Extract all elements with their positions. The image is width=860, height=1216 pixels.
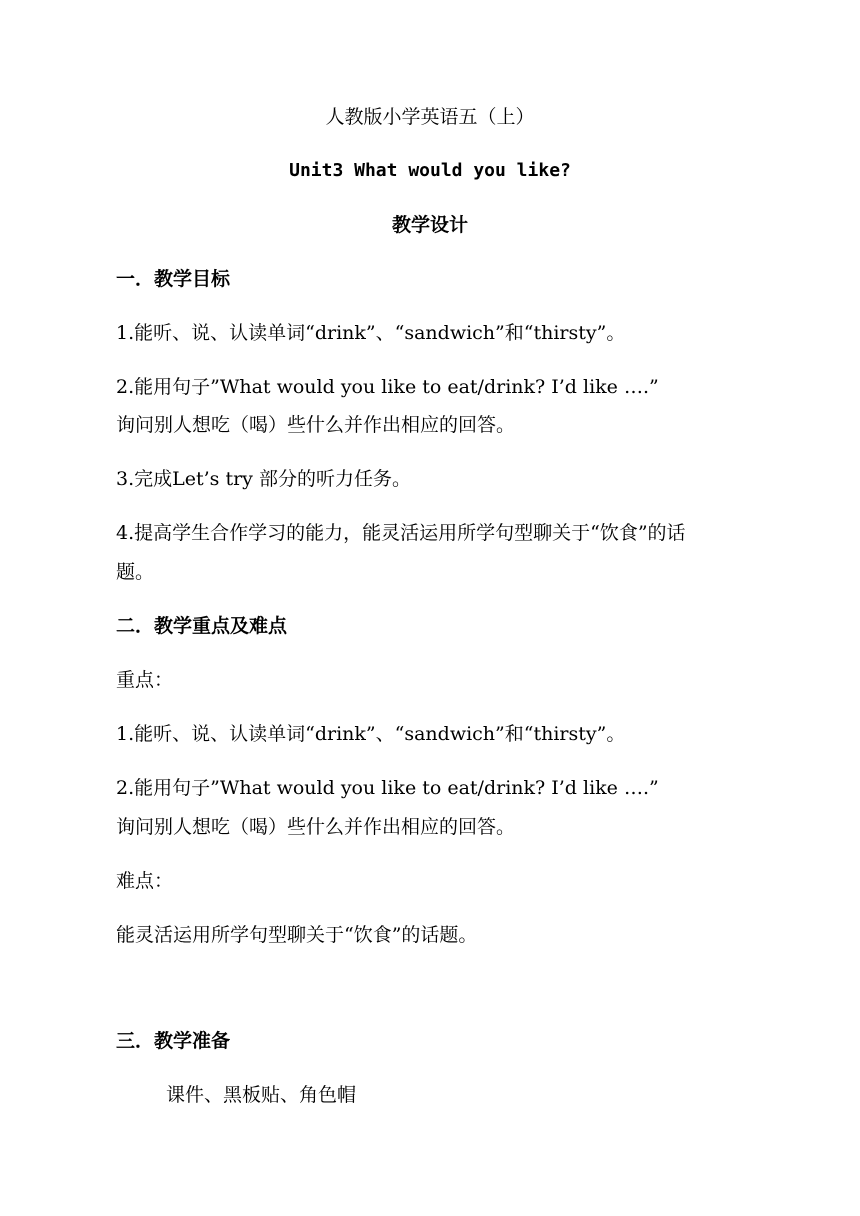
document-type: 教学设计 [391,214,468,236]
objective-item: 1.能听、说、认读单词“drink”、“sandwich”和“thirsty”。 [116,322,626,344]
section-heading-preparation: 三．教学准备 [116,1030,231,1052]
key-point-item: 1.能听、说、认读单词“drink”、“sandwich”和“thirsty”。 [116,723,626,745]
section-heading-objectives: 一．教学目标 [116,268,231,290]
key-point-item-continuation: 询问别人想吃（喝）些什么并作出相应的回答。 [116,816,516,838]
key-point-item: 2.能用句子”What would you like to eat/drink? I’d like ….” [116,777,659,799]
document-title: 人教版小学英语五（上） [325,106,535,128]
objective-item: 3.完成Let’s try 部分的听力任务。 [116,468,411,490]
objective-item-continuation: 题。 [116,561,155,583]
objective-item: 2.能用句子”What would you like to eat/drink? I’d like ….” [116,376,659,398]
difficulty-label: 难点： [116,870,174,892]
objective-item: 4.提高学生合作学习的能力，能灵活运用所学句型聊关于“饮食”的话 [116,522,686,544]
preparation-item: 课件、黑板贴、角色帽 [166,1084,357,1106]
unit-title: Unit3 What would you like? [289,160,571,181]
section-heading-key-points: 二．教学重点及难点 [116,615,288,637]
difficulty-item: 能灵活运用所学句型聊关于“饮食”的话题。 [116,924,478,946]
objective-item-continuation: 询问别人想吃（喝）些什么并作出相应的回答。 [116,414,516,436]
key-points-label: 重点： [116,669,174,691]
